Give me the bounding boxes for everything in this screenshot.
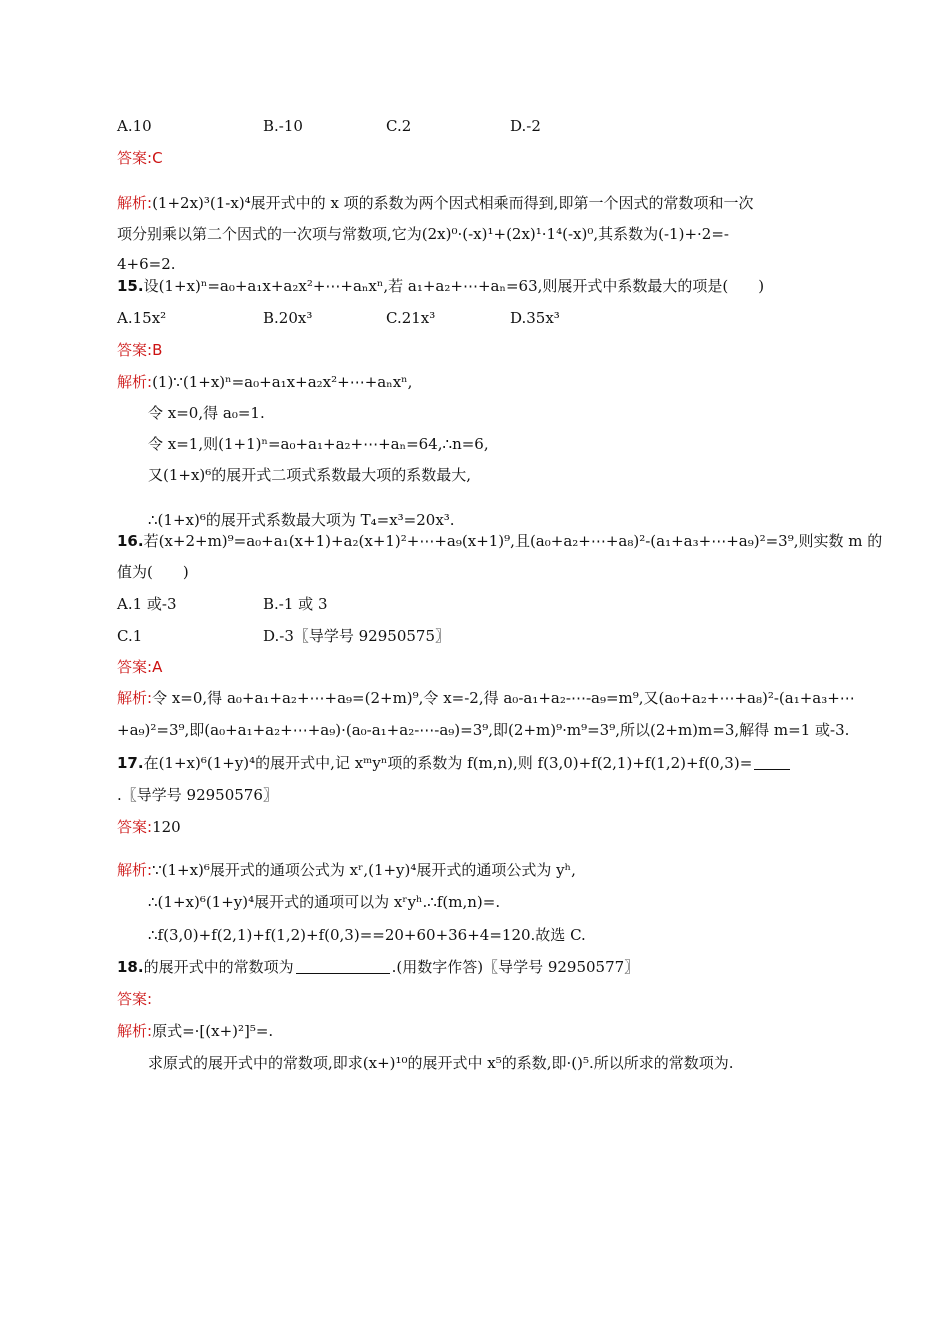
analysis-text: (1+2x)³(1-x)⁴展开式中的 x 项的系数为两个因式相乘而得到,即第一个因式的常数项和一次 <box>152 194 754 212</box>
answer-line <box>117 148 163 168</box>
question-stem <box>117 531 882 551</box>
analysis-line <box>117 688 855 708</box>
analysis-line <box>117 1021 273 1041</box>
answer-line <box>117 817 181 837</box>
question-text-after: .(用数字作答)〖导学号 92950577〗 <box>391 958 640 976</box>
option-d: D.-2 <box>510 117 541 135</box>
answer-label: 答案: <box>117 341 153 359</box>
question-stem <box>117 753 790 773</box>
answer-label: 答案: <box>117 658 153 676</box>
option-b: B.20x³ <box>263 309 313 327</box>
analysis-line <box>117 372 412 392</box>
analysis-text: 令 x=0,得 a₀+a₁+a₂+⋯+a₉=(2+m)⁹,令 x=-2,得 a₀-a₁+a₂-⋯-a₉=m⁹,又(a₀+a₂+⋯+a₈)²-(a₁+a₃+⋯ <box>152 689 855 707</box>
analysis-text: ∵(1+x)⁶展开式的通项公式为 xʳ,(1+y)⁴展开式的通项公式为 yʰ, <box>152 861 576 879</box>
analysis-line: 项分别乘以第二个因式的一次项与常数项,它为(2x)⁰·(-x)¹+(2x)¹·1⁴(-x)⁰,其系数为(-1)+·2=- <box>117 225 729 243</box>
answer-line <box>117 989 152 1009</box>
question-stem <box>117 276 764 296</box>
analysis-line: ∴(1+x)⁶(1+y)⁴展开式的通项可以为 xʳyʰ.∴f(m,n)=. <box>148 893 501 911</box>
analysis-label: 解析: <box>117 861 153 879</box>
question-text: 在(1+x)⁶(1+y)⁴的展开式中,记 xᵐyⁿ项的系数为 f(m,n),则 f(3,0)+f(2,1)+f(1,2)+f(0,3)= <box>143 754 753 772</box>
question-number: 17. <box>117 754 144 772</box>
analysis-line: ∴(1+x)⁶的展开式系数最大项为 T₄=x³=20x³. <box>148 511 455 529</box>
question-stem <box>117 957 639 977</box>
analysis-line <box>117 860 576 880</box>
answer-blank <box>754 755 790 770</box>
analysis-line: 求原式的展开式中的常数项,即求(x+)¹⁰的展开式中 x⁵的系数,即·()⁵.所以所求的常数项为. <box>148 1054 734 1072</box>
question-text: 设(1+x)ⁿ=a₀+a₁x+a₂x²+⋯+aₙxⁿ,若 a₁+a₂+⋯+aₙ=63,则展开式中系数最大的项是( ) <box>143 277 765 295</box>
answer-line <box>117 657 162 677</box>
answer-value: C <box>152 149 163 167</box>
option-d: D.35x³ <box>510 309 560 327</box>
option-c: C.21x³ <box>386 309 436 327</box>
question-number: 15. <box>117 277 144 295</box>
question-stem-continued: 值为( ) <box>117 563 189 581</box>
analysis-line: 令 x=1,则(1+1)ⁿ=a₀+a₁+a₂+⋯+aₙ=64,∴n=6, <box>148 435 489 453</box>
answer-label: 答案: <box>117 990 153 1008</box>
option-a: A.1 或-3 <box>117 595 177 613</box>
analysis-text: (1)∵(1+x)ⁿ=a₀+a₁x+a₂x²+⋯+aₙxⁿ, <box>152 373 413 391</box>
option-c: C.2 <box>386 117 412 135</box>
answer-label: 答案: <box>117 818 153 836</box>
answer-value: 120 <box>152 818 181 836</box>
option-b: B.-1 或 3 <box>263 595 328 613</box>
analysis-line: 4+6=2. <box>117 255 176 273</box>
question-text: 的展开式中的常数项为 <box>143 958 294 976</box>
option-c: C.1 <box>117 627 143 645</box>
option-a: A.15x² <box>117 309 167 327</box>
analysis-line: +a₉)²=3⁹,即(a₀+a₁+a₂+⋯+a₉)·(a₀-a₁+a₂-⋯-a₉)=3⁹,即(2+m)⁹·m⁹=3⁹,所以(2+m)m=3,解得 m=1 或-3. <box>117 721 850 739</box>
option-a: A.10 <box>117 117 152 135</box>
option-d: D.-3〖导学号 92950575〗 <box>263 627 450 645</box>
question-number: 16. <box>117 532 144 550</box>
question-number: 18. <box>117 958 144 976</box>
answer-label: 答案: <box>117 149 153 167</box>
analysis-text: 原式=·[(x+)²]⁵=. <box>152 1022 274 1040</box>
analysis-line: ∴f(3,0)+f(2,1)+f(1,2)+f(0,3)==20+60+36+4=120.故选 C. <box>148 926 586 944</box>
analysis-line: 令 x=0,得 a₀=1. <box>148 404 265 422</box>
question-stem-continued: .〖导学号 92950576〗 <box>117 786 278 804</box>
answer-value: A <box>152 658 163 676</box>
analysis-label: 解析: <box>117 689 153 707</box>
analysis-line <box>117 193 753 213</box>
analysis-line: 又(1+x)⁶的展开式二项式系数最大项的系数最大, <box>148 466 472 484</box>
answer-value: B <box>152 341 163 359</box>
analysis-label: 解析: <box>117 1022 153 1040</box>
option-b: B.-10 <box>263 117 303 135</box>
question-text: 若(x+2+m)⁹=a₀+a₁(x+1)+a₂(x+1)²+⋯+a₉(x+1)⁹,且(a₀+a₂+⋯+a₈)²-(a₁+a₃+⋯+a₉)²=3⁹,则实数 m 的 <box>143 532 883 550</box>
answer-line <box>117 340 162 360</box>
analysis-label: 解析: <box>117 373 153 391</box>
analysis-label: 解析: <box>117 194 153 212</box>
answer-blank <box>296 959 390 974</box>
